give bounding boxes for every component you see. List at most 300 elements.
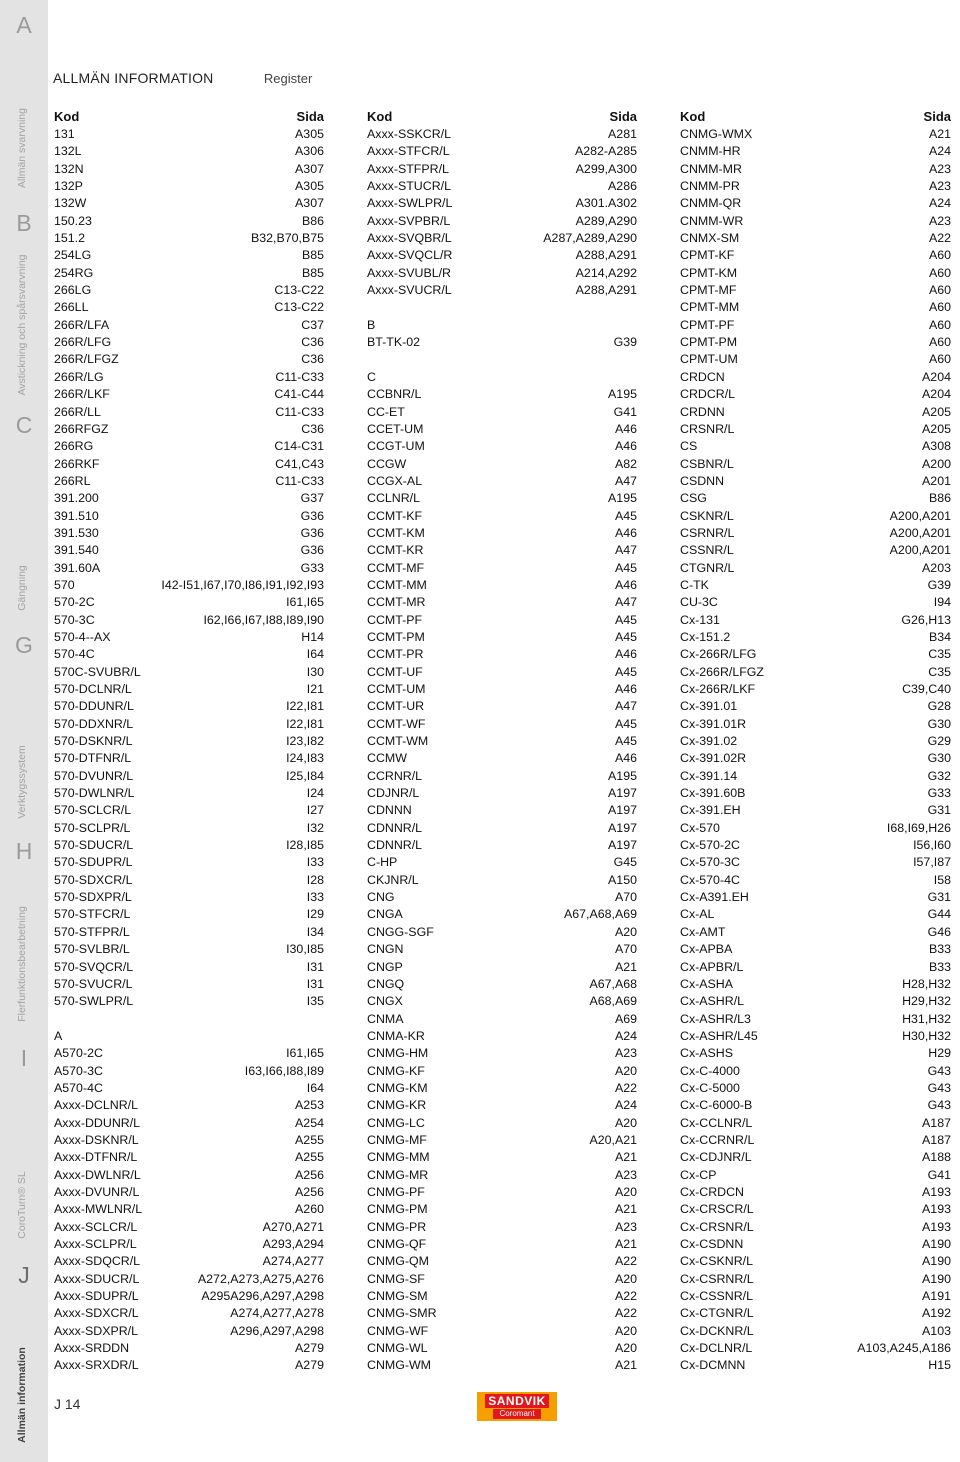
index-page-ref[interactable]: G37 [300, 491, 324, 506]
index-page-ref[interactable]: I42-I51,I67,I70,I86,I91,I92,I93 [161, 577, 324, 592]
index-page-ref[interactable]: A188 [922, 1150, 951, 1165]
index-row [680, 1149, 951, 1166]
section-label-gangning[interactable]: Gängning [16, 565, 28, 611]
index-page-ref[interactable]: C41,C43 [275, 456, 324, 471]
index-code: 131 [54, 127, 75, 142]
index-page-ref[interactable]: A203 [922, 560, 951, 575]
index-code: 254RG [54, 265, 94, 280]
section-label-verktygssystem[interactable]: Verktygssystem [16, 745, 28, 819]
index-page-ref[interactable]: A45 [614, 734, 637, 749]
index-page-ref[interactable]: I61,I65 [286, 1046, 324, 1061]
index-row [367, 750, 637, 767]
index-code: CTGNR/L [680, 560, 735, 575]
index-page-ref[interactable]: A256 [295, 1167, 324, 1182]
index-row [680, 715, 951, 732]
index-page-ref[interactable]: G36 [300, 543, 324, 558]
index-page-ref[interactable]: A201 [922, 473, 951, 488]
index-page-ref[interactable]: A200,A201 [889, 543, 951, 558]
index-row [54, 941, 324, 958]
index-page-ref[interactable]: A23 [614, 1219, 637, 1234]
index-page-ref[interactable]: A197 [608, 838, 637, 853]
index-row [367, 958, 637, 975]
index-page-ref[interactable]: A197 [608, 803, 637, 818]
index-row [54, 125, 324, 142]
index-row [680, 871, 951, 888]
index-page-ref[interactable]: G43 [927, 1098, 951, 1113]
index-page-ref[interactable]: H31,H32 [902, 1011, 951, 1026]
index-page-ref[interactable]: A23 [928, 161, 951, 176]
index-page-ref[interactable]: A301.A302 [575, 196, 637, 211]
index-code: CNMA [367, 1011, 404, 1026]
index-page-ref[interactable]: C37 [301, 317, 324, 332]
index-page-ref[interactable]: C11-C33 [275, 473, 324, 488]
index-code: Cx-391.01R [680, 716, 747, 731]
index-page-ref[interactable]: A296,A297,A298 [230, 1323, 324, 1338]
index-page-ref[interactable]: A195 [608, 387, 637, 402]
index-page-ref[interactable]: I34 [306, 924, 324, 939]
index-page-ref[interactable]: A46 [614, 751, 637, 766]
index-page-ref[interactable]: G36 [300, 525, 324, 540]
index-page-ref[interactable]: C13-C22 [274, 300, 324, 315]
index-page-ref[interactable]: B33 [928, 959, 951, 974]
index-page-ref[interactable]: A299,A300 [575, 161, 637, 176]
index-row [54, 195, 324, 212]
index-page-ref[interactable]: I25,I84 [286, 768, 324, 783]
index-page-ref[interactable]: A187 [922, 1115, 951, 1130]
index-row [54, 1166, 324, 1183]
index-page-ref[interactable]: A288,A291 [575, 248, 637, 263]
index-row [367, 386, 637, 403]
index-page-ref[interactable]: A45 [614, 560, 637, 575]
index-page-ref[interactable]: G43 [927, 1080, 951, 1095]
index-page-ref[interactable]: C35 [928, 647, 951, 662]
index-page-ref[interactable]: I32 [306, 820, 324, 835]
index-code: CPMT-MM [680, 300, 740, 315]
index-page-ref[interactable]: G44 [927, 907, 951, 922]
index-page-ref[interactable]: I24,I83 [286, 751, 324, 766]
index-page-ref[interactable]: I27 [306, 803, 324, 818]
index-page-ref[interactable]: A46 [614, 682, 637, 697]
section-tab-j[interactable]: J [18, 1262, 30, 1288]
index-page-ref[interactable]: C36 [301, 421, 324, 436]
index-page-ref[interactable]: A23 [928, 213, 951, 228]
index-page-ref[interactable]: A70 [614, 890, 637, 905]
index-code: Cx-APBR/L [680, 959, 744, 974]
index-page-ref[interactable]: A60 [928, 300, 951, 315]
index-page-ref[interactable]: I33 [306, 890, 324, 905]
index-page-ref[interactable]: A47 [614, 473, 637, 488]
index-page-ref[interactable]: A67,A68 [589, 976, 637, 991]
index-page-ref[interactable]: A24 [614, 1098, 637, 1113]
index-page-ref[interactable]: A193 [922, 1202, 951, 1217]
index-page-ref[interactable]: A272,A273,A275,A276 [197, 1271, 324, 1286]
index-code: 391.60A [54, 560, 101, 575]
index-page-ref[interactable]: A67,A68,A69 [563, 907, 637, 922]
index-page-ref[interactable]: A305 [295, 179, 324, 194]
index-page-ref[interactable]: A200 [922, 456, 951, 471]
index-page-ref[interactable]: A20 [614, 1271, 637, 1286]
index-row [54, 403, 324, 420]
index-page-ref[interactable]: A23 [614, 1167, 637, 1182]
index-code: Cx-A391.EH [680, 890, 749, 905]
index-page-ref[interactable]: A279 [295, 1358, 324, 1373]
index-page-ref[interactable]: B33 [928, 942, 951, 957]
index-page-ref[interactable]: A21 [614, 959, 637, 974]
section-label-flerfunktion[interactable]: Flerfunktionsbearbetning [16, 906, 28, 1022]
index-page-ref[interactable]: G33 [927, 786, 951, 801]
index-row [367, 611, 637, 628]
index-page-ref[interactable]: A45 [614, 508, 637, 523]
index-code: CNGQ [367, 976, 405, 991]
index-page-ref[interactable]: A60 [928, 283, 951, 298]
index-page-ref[interactable]: A288,A291 [575, 283, 637, 298]
index-page-ref[interactable]: H30,H32 [902, 1028, 951, 1043]
index-page-ref[interactable]: B86 [301, 213, 324, 228]
index-page-ref[interactable]: A260 [295, 1202, 324, 1217]
index-page-ref[interactable]: A21 [614, 1237, 637, 1252]
index-page-ref[interactable]: A47 [614, 699, 637, 714]
index-page-ref[interactable]: I62,I66,I67,I88,I89,I90 [203, 612, 324, 627]
kod-header: Kod [367, 109, 393, 125]
index-page-ref[interactable]: G43 [927, 1063, 951, 1078]
index-page-ref[interactable]: I31 [306, 976, 324, 991]
index-row [54, 559, 324, 576]
index-page-ref[interactable]: A20 [614, 1184, 637, 1199]
index-row [680, 368, 951, 385]
index-page-ref[interactable]: A22 [614, 1289, 637, 1304]
index-code: 570-DDUNR/L [54, 699, 134, 714]
index-page-ref[interactable]: A22 [614, 1254, 637, 1269]
index-page-ref[interactable]: A308 [922, 439, 951, 454]
index-code: CNGG-SGF [367, 924, 434, 939]
index-page-ref[interactable]: A270,A271 [262, 1219, 324, 1234]
index-row [54, 1079, 324, 1096]
index-page-ref[interactable]: A24 [928, 144, 951, 159]
index-row [367, 802, 637, 819]
index-page-ref[interactable]: A103 [922, 1323, 951, 1338]
index-page-ref[interactable]: A47 [614, 543, 637, 558]
section-label-coroturn-sl[interactable]: CoroTurn® SL [16, 1171, 28, 1239]
index-page-ref[interactable]: I56,I60 [913, 838, 951, 853]
index-page-ref[interactable]: A60 [928, 248, 951, 263]
index-page-ref[interactable]: A21 [928, 127, 951, 142]
index-page-ref[interactable]: A289,A290 [575, 213, 637, 228]
index-page-ref[interactable]: A293,A294 [262, 1237, 324, 1252]
index-page-ref[interactable]: A193 [922, 1219, 951, 1234]
index-page-ref[interactable]: H15 [928, 1358, 951, 1373]
index-page-ref[interactable]: A281 [608, 127, 637, 142]
index-page-ref[interactable]: G32 [927, 768, 951, 783]
index-row [54, 1322, 324, 1339]
index-page-ref[interactable]: B85 [301, 265, 324, 280]
index-page-ref[interactable]: I64 [306, 647, 324, 662]
index-page-ref[interactable]: I58 [933, 872, 951, 887]
index-page-ref[interactable]: A45 [614, 716, 637, 731]
index-page-ref[interactable]: A295A296,A297,A298 [201, 1289, 324, 1304]
index-page-ref[interactable]: G39 [613, 335, 637, 350]
index-page-ref[interactable]: A255 [295, 1132, 324, 1147]
index-code: 570-SVQCR/L [54, 959, 134, 974]
index-page-ref[interactable]: C14-C31 [274, 439, 324, 454]
index-page-ref[interactable]: A46 [614, 525, 637, 540]
index-page-ref[interactable]: G31 [927, 803, 951, 818]
index-page-ref[interactable]: A205 [922, 421, 951, 436]
section-tab-h[interactable]: H [15, 838, 33, 864]
index-row [680, 420, 951, 437]
index-page-ref[interactable]: A60 [928, 317, 951, 332]
index-page-ref[interactable]: A306 [295, 144, 324, 159]
index-row [367, 1305, 637, 1322]
index-page-ref[interactable]: A82 [614, 456, 637, 471]
index-page-ref[interactable]: A282-A285 [574, 144, 637, 159]
index-page-ref[interactable]: I23,I82 [286, 734, 324, 749]
index-code: 132W [54, 196, 87, 211]
index-page-ref[interactable]: A22 [928, 231, 951, 246]
section-label-allman-svarvning[interactable]: Allmän svarvning [16, 108, 28, 188]
index-code: 570-DTFNR/L [54, 751, 132, 766]
section-label-allman-information[interactable]: Allmän information [16, 1347, 28, 1443]
index-page-ref[interactable]: G33 [300, 560, 324, 575]
section-tab-a[interactable]: A [16, 12, 32, 38]
index-row [680, 212, 951, 229]
index-row [680, 1131, 951, 1148]
index-page-ref[interactable]: A256 [295, 1184, 324, 1199]
index-page-ref[interactable]: A214,A292 [575, 265, 637, 280]
index-page-ref[interactable]: A60 [928, 352, 951, 367]
index-page-ref[interactable]: H29,H32 [902, 994, 951, 1009]
index-code: 266R/LL [54, 404, 101, 419]
index-page-ref[interactable]: A46 [614, 421, 637, 436]
index-page-ref[interactable]: A193 [922, 1184, 951, 1199]
index-row [367, 836, 637, 853]
sida-header: Sida [296, 109, 324, 125]
index-page-ref[interactable]: A204 [922, 369, 951, 384]
index-page-ref[interactable]: H29 [928, 1046, 951, 1061]
index-page-ref[interactable]: I22,I81 [286, 699, 324, 714]
index-page-ref[interactable]: A46 [614, 577, 637, 592]
index-code: 266RG [54, 439, 94, 454]
index-code: Axxx-STFPR/L [367, 161, 449, 176]
index-page-ref[interactable]: A46 [614, 647, 637, 662]
index-page-ref[interactable]: I35 [306, 994, 324, 1009]
index-row [54, 628, 324, 645]
index-code: Cx-CCLNR/L [680, 1115, 753, 1130]
index-page-ref[interactable]: A197 [608, 786, 637, 801]
section-tab-b[interactable]: B [16, 210, 32, 236]
index-page-ref[interactable]: I24 [306, 786, 324, 801]
index-page-ref[interactable]: A21 [614, 1202, 637, 1217]
index-code: CPMT-KM [680, 265, 738, 280]
section-tab-c[interactable]: C [15, 412, 33, 438]
index-page-ref[interactable]: A45 [614, 612, 637, 627]
index-page-ref[interactable]: A20 [614, 1115, 637, 1130]
index-page-ref[interactable]: A23 [928, 179, 951, 194]
section-tab-g[interactable]: G [15, 632, 33, 658]
index-page-ref[interactable]: A187 [922, 1132, 951, 1147]
index-page-ref[interactable]: I68,I69,H26 [886, 820, 951, 835]
index-page-ref[interactable]: C41-C44 [274, 387, 324, 402]
index-page-ref[interactable]: I28,I85 [286, 838, 324, 853]
index-page-ref[interactable]: I64 [306, 1080, 324, 1095]
index-page-ref[interactable]: A274,A277,A278 [230, 1306, 324, 1321]
index-page-ref[interactable]: G46 [927, 924, 951, 939]
index-page-ref[interactable]: G41 [927, 1167, 951, 1182]
index-page-ref[interactable]: I33 [306, 855, 324, 870]
index-code: Cx-CTGNR/L [680, 1306, 754, 1321]
index-page-ref[interactable]: C11-C33 [275, 369, 324, 384]
index-page-ref[interactable]: A68,A69 [589, 994, 637, 1009]
index-page-ref[interactable]: G28 [927, 699, 951, 714]
index-page-ref[interactable]: A205 [922, 404, 951, 419]
index-page-ref[interactable]: I61,I65 [286, 595, 324, 610]
index-page-ref[interactable]: B86 [928, 491, 951, 506]
index-row [367, 542, 637, 559]
index-page-ref[interactable]: A20,A21 [589, 1132, 637, 1147]
index-code: Axxx-SVQCL/R [367, 248, 453, 263]
index-page-ref[interactable]: A20 [614, 1341, 637, 1356]
index-page-ref[interactable]: A254 [295, 1115, 324, 1130]
index-page-ref[interactable]: A204 [922, 387, 951, 402]
kod-header: Kod [54, 109, 80, 125]
index-code: CPMT-UM [680, 352, 738, 367]
index-page-ref[interactable]: A190 [922, 1271, 951, 1286]
index-page-ref[interactable]: A200,A201 [889, 508, 951, 523]
index-page-ref[interactable]: C13-C22 [274, 283, 324, 298]
index-page-ref[interactable]: G45 [613, 855, 637, 870]
index-page-ref[interactable]: A45 [614, 629, 637, 644]
index-page-ref[interactable]: A307 [295, 196, 324, 211]
index-page-ref[interactable]: I57,I87 [913, 855, 951, 870]
index-page-ref[interactable]: A287,A289,A290 [543, 231, 637, 246]
index-page-ref[interactable]: A279 [295, 1341, 324, 1356]
index-page-ref[interactable]: I28 [306, 872, 324, 887]
index-page-ref[interactable]: I31 [306, 959, 324, 974]
index-page-ref[interactable]: A45 [614, 664, 637, 679]
index-page-ref[interactable]: I63,I66,I88,I89 [244, 1063, 324, 1078]
index-code: CCMT-WF [367, 716, 426, 731]
index-page-ref[interactable]: A21 [614, 1150, 637, 1165]
index-code: CRDNN [680, 404, 725, 419]
index-code: CNMG-MM [367, 1150, 430, 1165]
index-page-ref[interactable]: G29 [927, 734, 951, 749]
index-page-ref[interactable]: C11-C33 [275, 404, 324, 419]
index-code: Cx-AL [680, 907, 715, 922]
index-page-ref[interactable]: I30 [306, 664, 324, 679]
index-page-ref[interactable]: A103,A245,A186 [857, 1341, 951, 1356]
index-page-ref[interactable]: A46 [614, 439, 637, 454]
index-page-ref[interactable]: H28,H32 [902, 976, 951, 991]
index-page-ref[interactable]: A23 [614, 1046, 637, 1061]
index-page-ref[interactable]: B32,B70,B75 [250, 231, 324, 246]
index-page-ref[interactable]: G41 [613, 404, 637, 419]
section-tab-i[interactable]: I [20, 1045, 28, 1071]
index-code: CCMT-MR [367, 595, 426, 610]
index-page-ref[interactable]: I21 [306, 682, 324, 697]
index-page-ref[interactable]: A69 [614, 1011, 637, 1026]
index-page-ref[interactable]: H14 [301, 629, 324, 644]
index-page-ref[interactable]: A20 [614, 924, 637, 939]
index-code: Cx-391.01 [680, 699, 738, 714]
index-code: CCET-UM [367, 421, 424, 436]
index-page-ref[interactable]: A253 [295, 1098, 324, 1113]
index-page-ref[interactable]: A195 [608, 768, 637, 783]
index-row [680, 1010, 951, 1027]
index-page-ref[interactable]: A24 [928, 196, 951, 211]
index-page-ref[interactable]: C36 [301, 335, 324, 350]
index-code: 266LG [54, 283, 92, 298]
index-page-ref[interactable]: B34 [928, 629, 951, 644]
index-row [367, 1010, 637, 1027]
index-page-ref[interactable]: I22,I81 [286, 716, 324, 731]
index-page-ref[interactable]: A190 [922, 1237, 951, 1252]
index-page-ref[interactable]: A60 [928, 335, 951, 350]
index-row [680, 680, 951, 697]
index-row [54, 871, 324, 888]
index-row [54, 455, 324, 472]
index-code: CNMG-SMR [367, 1306, 437, 1321]
index-page-ref[interactable]: I94 [933, 595, 951, 610]
index-page-ref[interactable]: G39 [927, 577, 951, 592]
index-page-ref[interactable]: A286 [608, 179, 637, 194]
index-page-ref[interactable]: A190 [922, 1254, 951, 1269]
index-code: Cx-266R/LKF [680, 682, 756, 697]
index-page-ref[interactable]: B85 [301, 248, 324, 263]
index-page-ref[interactable]: A20 [614, 1063, 637, 1078]
index-page-ref[interactable]: A197 [608, 820, 637, 835]
index-page-ref[interactable]: A200,A201 [889, 525, 951, 540]
index-page-ref[interactable]: A195 [608, 491, 637, 506]
index-page-ref[interactable]: A150 [608, 872, 637, 887]
index-page-ref[interactable]: A255 [295, 1150, 324, 1165]
index-code: Axxx-DSKNR/L [54, 1132, 139, 1147]
index-page-ref[interactable]: A20 [614, 1323, 637, 1338]
index-page-ref[interactable]: A24 [614, 1028, 637, 1043]
index-page-ref[interactable]: I30,I85 [286, 942, 324, 957]
index-row [680, 403, 951, 420]
index-page-ref[interactable]: G26,H13 [901, 612, 951, 627]
index-page-ref[interactable]: G36 [300, 508, 324, 523]
index-code: CU-3C [680, 595, 718, 610]
index-page-ref[interactable]: G31 [927, 890, 951, 905]
index-row [680, 750, 951, 767]
index-page-ref[interactable]: A191 [922, 1289, 951, 1304]
section-label-avstickning[interactable]: Avstickning och spårsvarvning [16, 254, 28, 396]
index-page-ref[interactable]: I29 [306, 907, 324, 922]
index-code: BT-TK-02 [367, 335, 421, 350]
index-page-ref[interactable]: A21 [614, 1358, 637, 1373]
index-page-ref[interactable]: A307 [295, 161, 324, 176]
index-page-ref[interactable]: A60 [928, 265, 951, 280]
index-code: Axxx-SDXPR/L [54, 1323, 138, 1338]
index-page-ref[interactable]: C36 [301, 352, 324, 367]
index-page-ref[interactable]: G30 [927, 751, 951, 766]
index-row [367, 229, 637, 246]
index-page-ref[interactable]: A22 [614, 1306, 637, 1321]
index-page-ref[interactable]: A47 [614, 595, 637, 610]
index-code: Cx-ASHR/L45 [680, 1028, 758, 1043]
index-row [54, 975, 324, 992]
index-page-ref[interactable]: C39,C40 [902, 682, 951, 697]
index-page-ref[interactable]: C35 [928, 664, 951, 679]
index-page-ref[interactable]: A305 [295, 127, 324, 142]
index-page-ref[interactable]: A22 [614, 1080, 637, 1095]
index-page-ref[interactable]: A192 [922, 1306, 951, 1321]
index-page-ref[interactable]: G30 [927, 716, 951, 731]
index-page-ref[interactable]: A274,A277 [262, 1254, 324, 1269]
index-code: CNMG-PR [367, 1219, 427, 1234]
index-row [680, 229, 951, 246]
index-page-ref[interactable]: A70 [614, 942, 637, 957]
